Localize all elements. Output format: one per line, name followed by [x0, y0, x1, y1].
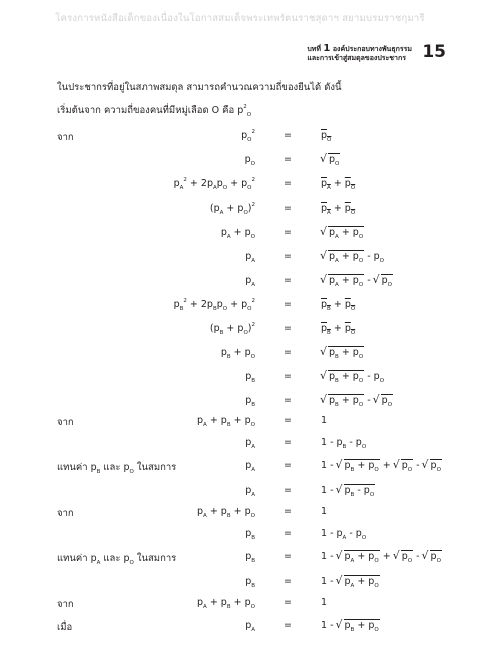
equation-row	[0, 576, 480, 596]
row-label: จาก	[57, 417, 74, 428]
equation-rhs: √ $p_O$	[321, 154, 340, 165]
equals-sign: =	[284, 251, 292, 262]
equation-row	[0, 620, 480, 640]
equals-sign: =	[284, 371, 292, 382]
row-label: จาก	[57, 599, 74, 610]
equation-lhs: $(p_A + p_O)^2$	[209, 202, 255, 216]
equals-sign: =	[284, 299, 292, 310]
equals-sign: =	[284, 415, 292, 426]
row-label: เมื่อ	[57, 622, 73, 633]
equals-sign: =	[284, 576, 292, 587]
equation-rhs: 1	[321, 506, 328, 517]
equation-rhs: 1 - √ $p_B + p_O$ + √ $p_O$ - √ $p_O$	[321, 460, 442, 471]
equals-sign: =	[284, 203, 292, 214]
equals-sign: =	[284, 506, 292, 517]
equation-rhs: √ $p_B + p_O$	[321, 347, 364, 358]
equation-row	[0, 415, 480, 435]
chapter-line	[307, 44, 412, 54]
equation-lhs: $p_B$	[245, 576, 255, 589]
equation-rhs: √ $p_A + p_O - p_O$	[321, 251, 384, 262]
equals-sign: =	[284, 154, 292, 165]
equation-rhs: $p_B + p_O$	[321, 299, 356, 312]
equation-row	[0, 437, 480, 457]
header-titles	[307, 44, 412, 63]
equation-rhs: $p_A + p_O$	[321, 178, 356, 191]
equation-lhs: $p_B$	[245, 551, 255, 564]
row-label: จาก	[57, 132, 74, 143]
equation-lhs: $p_B$	[245, 395, 255, 408]
equation-row	[0, 203, 480, 223]
equals-sign: =	[284, 485, 292, 496]
equation-row	[0, 371, 480, 391]
equals-sign: =	[284, 437, 292, 448]
page-number: 15	[422, 42, 446, 62]
equation-lhs: $p_A + p_B + p_O$	[197, 506, 255, 519]
equation-row	[0, 551, 480, 571]
watermark-text: โครงการหนังสือเด็กของเนื่องในโอกาสสมเด็จพระเทพรัตนราชสุดาฯ สยามบรมราชกุมารี	[55, 13, 425, 24]
equals-sign: =	[284, 227, 292, 238]
equation-rhs: √ $p_A + p_O$	[321, 227, 364, 238]
equation-lhs: $p_A$	[245, 437, 255, 450]
row-label: จาก	[57, 508, 74, 519]
equation-rhs: 1 - √ $p_A + p_O$ + √ $p_O$ - √ $p_O$	[321, 551, 442, 562]
equation-lhs: $p_A + p_B + p_O$	[197, 597, 255, 610]
equals-sign: =	[284, 597, 292, 608]
row-label: แทนค่า $p_B$ และ $p_O$ ในสมการ	[57, 462, 177, 475]
equation-rhs: √ $p_A + p_O$ - √ $p_O$	[321, 275, 393, 286]
equals-sign: =	[284, 130, 292, 141]
intro-superscript: 2	[243, 104, 247, 110]
equation-row	[0, 251, 480, 271]
equals-sign: =	[284, 178, 292, 189]
equation-row	[0, 323, 480, 343]
equation-row	[0, 597, 480, 617]
equation-row	[0, 347, 480, 367]
equals-sign: =	[284, 323, 292, 334]
row-label: แทนค่า $p_A$ และ $p_O$ ในสมการ	[57, 553, 177, 566]
equation-lhs: $p_B^2 + 2p_Bp_O + p_O^2$	[173, 298, 255, 312]
intro-line-2	[57, 103, 251, 118]
chapter-title: องค์ประกอบทางพันธุกรรม	[332, 45, 412, 53]
equation-rhs: √ $p_B + p_O$ - √ $p_O$	[321, 395, 393, 406]
equation-lhs: $p_A$	[245, 460, 255, 473]
intro-line-1: ในประชากรที่อยู่ในสภาพสมดุล สามารถคำนวณความถี่ของยีนได้ ดังนี้	[57, 82, 342, 93]
equation-row	[0, 506, 480, 526]
equation-row	[0, 299, 480, 319]
equals-sign: =	[284, 551, 292, 562]
equation-rhs: √ $p_B + p_O - p_O$	[321, 371, 384, 382]
equation-row	[0, 130, 480, 150]
equation-lhs: $p_B + p_O$	[220, 347, 255, 360]
equation-rhs: 1	[321, 597, 328, 608]
equals-sign: =	[284, 460, 292, 471]
equation-lhs: $p_A$	[245, 275, 255, 288]
equation-lhs: $p_A$	[245, 485, 255, 498]
equation-rhs: $1 - p_B - p_O$	[321, 437, 367, 450]
equals-sign: =	[284, 620, 292, 631]
equation-lhs: $p_A + p_B + p_O$	[197, 415, 255, 428]
equation-row	[0, 178, 480, 198]
equation-lhs: $p_A + p_O$	[220, 227, 255, 240]
equation-rhs: 1	[321, 415, 328, 426]
equals-sign: =	[284, 528, 292, 539]
equation-rhs: $p_A + p_O$	[321, 203, 356, 216]
equation-row	[0, 227, 480, 247]
intro-subscript: O	[246, 112, 252, 118]
chapter-number: 1	[323, 43, 331, 54]
equation-row	[0, 395, 480, 415]
equation-rhs: 1 - √ $p_A + p_O$	[321, 576, 380, 587]
equals-sign: =	[284, 275, 292, 286]
equation-rhs: $p_O$	[321, 130, 332, 143]
equals-sign: =	[284, 395, 292, 406]
equation-lhs: $p_O$	[244, 154, 255, 167]
equation-row	[0, 154, 480, 174]
equation-row	[0, 528, 480, 548]
equation-rhs: $1 - p_A - p_O$	[321, 528, 367, 541]
equation-lhs: $p_A$	[245, 620, 255, 633]
equation-row	[0, 485, 480, 505]
equation-lhs: $p_O^2$	[241, 129, 255, 143]
equation-lhs: $(p_B + p_O)^2$	[209, 322, 255, 336]
equation-lhs: $p_A$	[245, 251, 255, 264]
chapter-subtitle: และการเข้าสู่สมดุลของประชากร	[307, 54, 406, 62]
equation-row	[0, 460, 480, 480]
equation-rhs: $p_B + p_O$	[321, 323, 356, 336]
equation-rhs: 1 - √ $p_B - p_O$	[321, 485, 375, 496]
equation-row	[0, 275, 480, 295]
equation-lhs: $p_A^2 + 2p_Ap_O + p_O^2$	[173, 177, 255, 191]
equation-lhs: $p_B$	[245, 371, 255, 384]
equation-lhs: $p_B$	[245, 528, 255, 541]
equation-rhs: 1 - √ $p_B + p_O$	[321, 620, 380, 631]
equals-sign: =	[284, 347, 292, 358]
chapter-label: บทที่	[307, 45, 321, 53]
intro-line-2-text: เริ่มต้นจาก ความถี่ของคนที่มีหมู่เลือด O คือ p	[57, 105, 244, 116]
